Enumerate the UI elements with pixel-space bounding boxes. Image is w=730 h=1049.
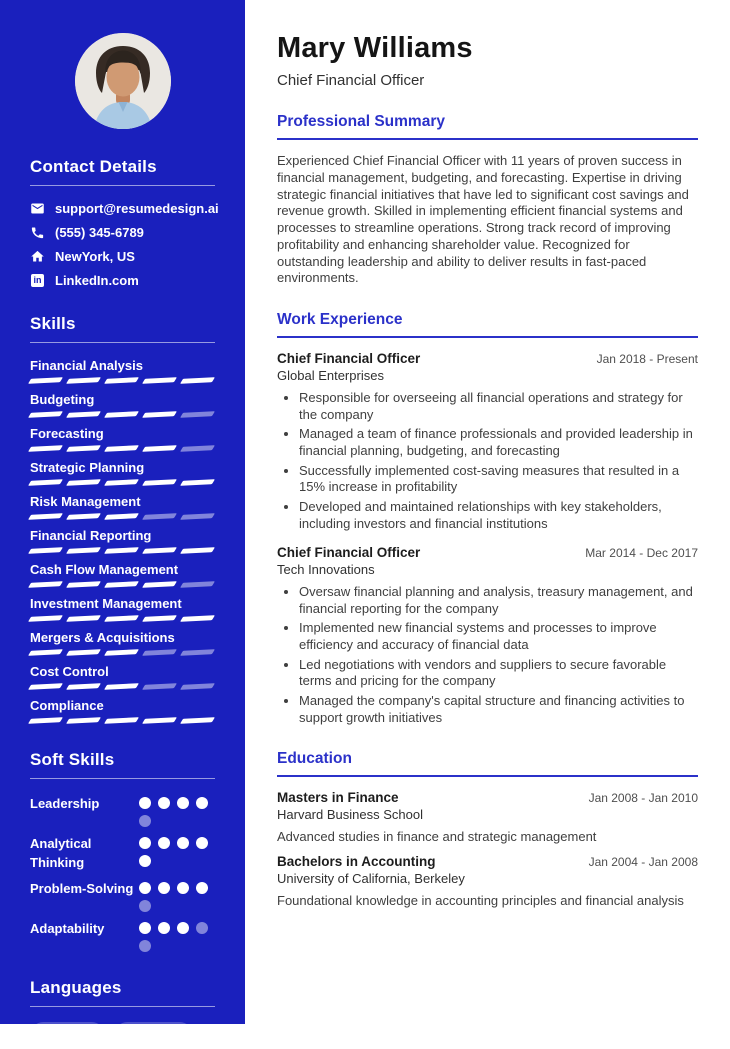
skill-item: [30, 460, 215, 486]
skill-item: [30, 664, 215, 690]
skill-item: [30, 698, 215, 724]
skill-bar-segment: [66, 683, 101, 690]
education-entry-header: [277, 854, 698, 869]
woman-portrait-illustration: [75, 33, 171, 129]
job-bullet: • Managed a team of finance professionals and provided leadership in financial planning, budgeting, and forecasting: [299, 426, 698, 459]
skill-bar-segment: [180, 411, 215, 418]
section-divider: [30, 1006, 215, 1007]
education-description: Foundational knowledge in accounting principles and financial analysis: [277, 893, 684, 909]
soft-skill-dots: [139, 794, 215, 827]
job-bullet: • Led negotiations with vendors and suppliers to secure favorable terms and pricing for the company: [299, 657, 698, 690]
soft-skill-name: Problem-Solving: [30, 881, 134, 896]
soft-skill-item: [30, 879, 215, 912]
education-description: Advanced studies in finance and strategic management: [277, 829, 597, 845]
skill-bar-segment: [28, 377, 63, 384]
job-bullet: • Developed and maintained relationships with key stakeholders, including investors and financial institutions: [299, 499, 698, 532]
skills-section: [30, 314, 215, 724]
skill-bar-segment: [104, 615, 139, 622]
skill-level-bar: [30, 684, 215, 690]
skill-bar-segment: [66, 513, 101, 520]
skill-bar-segment: [28, 649, 63, 656]
level-dot: [196, 922, 208, 934]
job-entry-header: [277, 545, 698, 560]
soft-skill-name: Analytical Thinking: [30, 836, 92, 870]
level-dot: [139, 882, 151, 894]
level-dot: [196, 797, 208, 809]
skill-bar-segment: [180, 615, 215, 622]
summary-text: Experienced Chief Financial Officer with 11 years of proven success in financial management, budgeting, and forecasting. Expertise in driving strategic financial initiatives that have led to significant cost savings and revenue growth. Skilled in implementing efficient financial systems and processes to streamline operations. Strong track record of improving profitability and enhancing shareholder value. Recognized for outstanding leadership and ability to deliver results in fast-paced environments.: [277, 153, 689, 286]
skills-section-title: Skills: [30, 314, 76, 333]
skill-item: [30, 562, 215, 588]
skill-bar-segment: [180, 717, 215, 724]
contact-email-text[interactable]: support@resumedesign.ai: [55, 201, 219, 216]
skill-name: Compliance: [30, 698, 104, 713]
level-dot: [158, 837, 170, 849]
person-job-title: Chief Financial Officer: [277, 72, 425, 89]
skill-bar-segment: [142, 615, 177, 622]
contact-item-linkedin: [30, 273, 215, 288]
skill-bar-segment: [104, 683, 139, 690]
level-dot: [196, 882, 208, 894]
skill-name: Strategic Planning: [30, 460, 145, 475]
level-dot: [177, 882, 189, 894]
skill-bar-segment: [66, 717, 101, 724]
skill-bar-segment: [142, 479, 177, 486]
job-entry-header: [277, 351, 698, 366]
skill-bar-segment: [104, 717, 139, 724]
skill-bar-segment: [180, 649, 215, 656]
soft-skill-name: Adaptability: [30, 921, 105, 936]
school-name: Harvard Business School: [277, 807, 423, 823]
skill-name: Budgeting: [30, 392, 95, 407]
level-dot: [177, 797, 189, 809]
skill-level-bar: [30, 378, 215, 384]
skill-bar-segment: [66, 479, 101, 486]
skill-bar-segment: [66, 411, 101, 418]
education-entry-header: [277, 790, 698, 805]
level-dot: [196, 837, 208, 849]
level-dot: [177, 837, 189, 849]
job-bullet: • Managed the company's capital structure and financing activities to support growth initiatives: [299, 693, 698, 726]
skill-item: [30, 528, 215, 554]
skill-bar-segment: [28, 445, 63, 452]
experience-section-title: Work Experience: [277, 311, 698, 338]
skill-bar-segment: [28, 717, 63, 724]
contact-item-email: [30, 201, 219, 216]
level-dot: [139, 940, 151, 952]
skill-level-bar: [30, 718, 215, 724]
degree-name: Bachelors in Accounting: [277, 854, 436, 870]
soft-skills-section: [30, 750, 215, 952]
job-bullet: • Oversaw financial planning and analysis, treasury management, and financial reporting for the company: [299, 584, 698, 617]
skill-bar-segment: [142, 581, 177, 588]
skill-bar-segment: [104, 411, 139, 418]
skill-name: Investment Management: [30, 596, 182, 611]
skill-item: [30, 358, 215, 384]
skill-level-bar: [30, 548, 215, 554]
skill-bar-segment: [142, 649, 177, 656]
contact-location-text: NewYork, US: [55, 249, 135, 264]
skill-level-bar: [30, 582, 215, 588]
profile-photo: [75, 33, 171, 129]
school-name: University of California, Berkeley: [277, 871, 465, 887]
skill-bar-segment: [180, 445, 215, 452]
skill-bar-segment: [66, 649, 101, 656]
soft-skill-dots: [139, 919, 215, 952]
skill-name: Financial Analysis: [30, 358, 143, 373]
skill-bar-segment: [66, 581, 101, 588]
job-dates: Jan 2018 - Present: [596, 352, 698, 367]
skill-bar-segment: [66, 547, 101, 554]
contact-section-title: Contact Details: [30, 157, 157, 176]
skill-bar-segment: [180, 683, 215, 690]
soft-skill-dots: [139, 879, 215, 912]
email-icon: [30, 201, 45, 216]
skill-bar-segment: [104, 547, 139, 554]
section-divider: [30, 778, 215, 779]
skill-bar-segment: [104, 513, 139, 520]
languages-section-title: Languages: [30, 978, 122, 997]
skill-name: Forecasting: [30, 426, 104, 441]
job-dates: Mar 2014 - Dec 2017: [585, 546, 698, 561]
job-role: Chief Financial Officer: [277, 545, 421, 561]
level-dot: [139, 797, 151, 809]
person-name: Mary Williams: [277, 32, 473, 64]
education-entry: [277, 854, 698, 908]
job-bullet-list: [277, 390, 698, 532]
summary-section: [277, 113, 698, 287]
main-content: [245, 0, 730, 1024]
skill-level-bar: [30, 616, 215, 622]
soft-skill-name: Leadership: [30, 796, 100, 811]
contact-linkedin-text[interactable]: LinkedIn.com: [55, 273, 139, 288]
skill-bar-segment: [142, 547, 177, 554]
skill-bar-segment: [180, 581, 215, 588]
soft-skill-item: [30, 794, 215, 827]
skill-level-bar: [30, 446, 215, 452]
level-dot: [139, 855, 151, 867]
section-divider: [30, 342, 215, 343]
skill-level-bar: [30, 514, 215, 520]
soft-skill-item: [30, 919, 215, 952]
job-entry: [277, 351, 698, 532]
soft-skill-dots: [139, 834, 215, 867]
level-dot: [177, 922, 189, 934]
skill-bar-segment: [28, 683, 63, 690]
linkedin-icon: [30, 273, 45, 288]
sidebar: [0, 0, 245, 1043]
job-bullet: • Successfully implemented cost-saving measures that resulted in a 15% increase in profitability: [299, 463, 698, 496]
skill-level-bar: [30, 650, 215, 656]
skill-bar-segment: [180, 513, 215, 520]
soft-skills-section-title: Soft Skills: [30, 750, 115, 769]
education-entry: [277, 790, 698, 844]
skill-bar-segment: [104, 649, 139, 656]
education-dates: Jan 2008 - Jan 2010: [588, 791, 698, 806]
skill-bar-segment: [28, 479, 63, 486]
skill-bar-segment: [66, 445, 101, 452]
skill-bar-segment: [180, 547, 215, 554]
job-entry: [277, 545, 698, 726]
skill-bar-segment: [142, 717, 177, 724]
education-section: [277, 750, 698, 908]
skill-item: [30, 596, 215, 622]
degree-name: Masters in Finance: [277, 790, 399, 806]
job-bullet: • Implemented new financial systems and processes to improve efficiency and accuracy of financial data: [299, 620, 698, 653]
summary-section-title: Professional Summary: [277, 113, 698, 140]
skill-bar-segment: [142, 445, 177, 452]
skill-name: Financial Reporting: [30, 528, 152, 543]
skill-name: Mergers & Acquisitions: [30, 630, 175, 645]
skill-bar-segment: [28, 581, 63, 588]
linkedin-icon-glyph: in: [31, 274, 44, 287]
level-dot: [158, 882, 170, 894]
skill-bar-segment: [104, 479, 139, 486]
language-pill-row: [30, 1022, 215, 1049]
job-company: Global Enterprises: [277, 368, 384, 384]
skill-name: Risk Management: [30, 494, 141, 509]
skill-name: Cost Control: [30, 664, 109, 679]
skill-level-bar: [30, 480, 215, 486]
skill-bar-segment: [104, 581, 139, 588]
languages-section: [30, 978, 215, 1049]
job-bullet-list: [277, 584, 698, 726]
skill-bar-segment: [28, 615, 63, 622]
skill-name: Cash Flow Management: [30, 562, 179, 577]
experience-section: [277, 311, 698, 726]
skill-level-bar: [30, 412, 215, 418]
contact-phone-text: (555) 345-6789: [55, 225, 144, 240]
contact-item-location: [30, 249, 215, 264]
skill-bar-segment: [104, 445, 139, 452]
skill-bar-segment: [66, 615, 101, 622]
soft-skill-item: [30, 834, 215, 872]
contact-item-phone: [30, 225, 215, 240]
skill-item: [30, 392, 215, 418]
section-divider: [30, 185, 215, 186]
level-dot: [139, 922, 151, 934]
language-pill: English: [30, 1022, 105, 1049]
phone-icon: [30, 225, 45, 240]
level-dot: [139, 900, 151, 912]
skill-bar-segment: [28, 411, 63, 418]
skill-bar-segment: [180, 479, 215, 486]
skill-bar-segment: [180, 377, 215, 384]
level-dot: [139, 837, 151, 849]
skill-bar-segment: [142, 377, 177, 384]
skill-bar-segment: [142, 513, 177, 520]
skill-item: [30, 630, 215, 656]
education-dates: Jan 2004 - Jan 2008: [588, 855, 698, 870]
skill-bar-segment: [142, 411, 177, 418]
education-section-title: Education: [277, 750, 698, 777]
level-dot: [158, 922, 170, 934]
skill-bar-segment: [28, 513, 63, 520]
skill-bar-segment: [104, 377, 139, 384]
job-company: Tech Innovations: [277, 562, 375, 578]
skill-item: [30, 426, 215, 452]
skill-bar-segment: [66, 377, 101, 384]
level-dot: [158, 797, 170, 809]
skill-bar-segment: [142, 683, 177, 690]
skill-bar-segment: [28, 547, 63, 554]
home-icon: [30, 249, 45, 264]
level-dot: [139, 815, 151, 827]
job-bullet: • Responsible for overseeing all financial operations and strategy for the company: [299, 390, 698, 423]
language-pill: Spanish: [114, 1022, 193, 1049]
skill-item: [30, 494, 215, 520]
contact-section: [30, 157, 219, 288]
job-role: Chief Financial Officer: [277, 351, 421, 367]
